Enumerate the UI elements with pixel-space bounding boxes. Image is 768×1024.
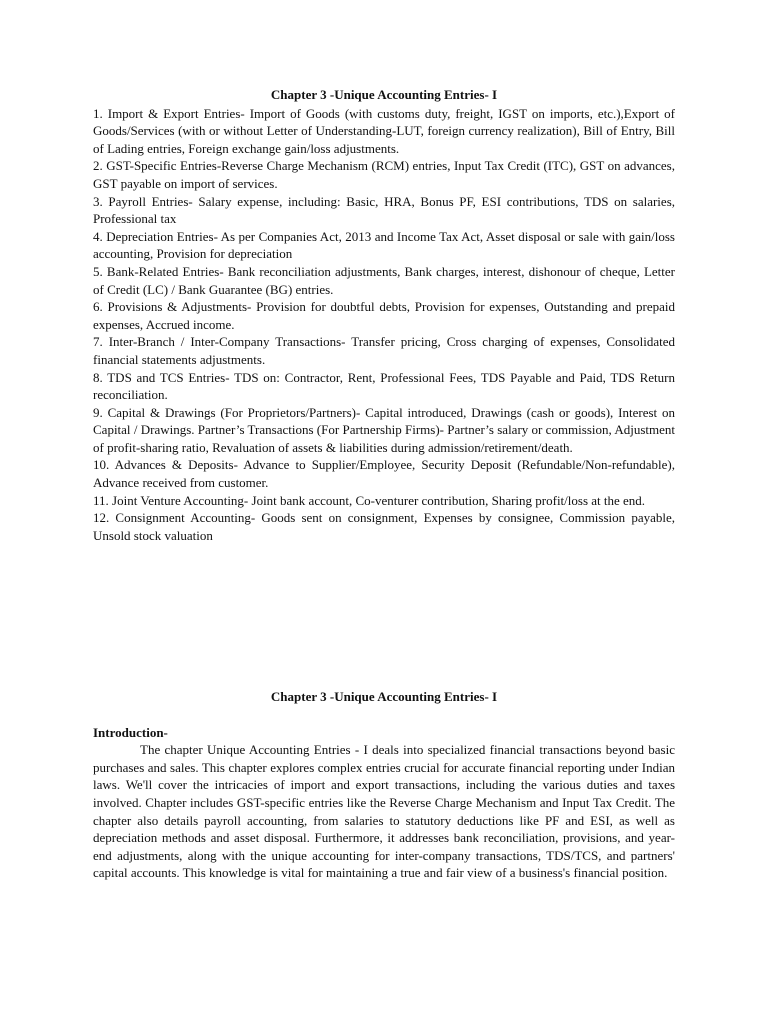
toc-item-9: 9. Capital & Drawings (For Proprietors/Partners)- Capital introduced, Drawings (cash or goods), Interest on Capital / Drawings. Partner’s Transactions (For Partnership Firms)- Partner’s salary or commission, Adjustment of profit-sharing ratio, Revaluation of assets & liabilities during admission/retirement/death. <box>93 404 675 455</box>
toc-heading: Chapter 3 -Unique Accounting Entries- I <box>270 87 498 102</box>
toc-item-12: 12. Consignment Accounting- Goods sent on consignment, Expenses by consignee, Commission payable, Unsold stock valuation <box>93 510 675 543</box>
toc-item-11: 11. Joint Venture Accounting- Joint bank account, Co-venturer contribution, Sharing profit/loss at the end. <box>93 492 646 508</box>
toc-item-7: 7. Inter-Branch / Inter-Company Transactions- Transfer pricing, Cross charging of expenses, Consolidated financial statements adjustments. <box>93 334 675 367</box>
toc-item-6: 6. Provisions & Adjustments- Provision for doubtful debts, Provision for expenses, Outstanding and prepaid expenses, Accrued income. <box>93 299 675 332</box>
toc-item-4: 4. Depreciation Entries- As per Companies Act, 2013 and Income Tax Act, Asset disposal or sale with gain/loss accounting, Provision for depreciation <box>93 228 675 262</box>
chapter-heading: Chapter 3 -Unique Accounting Entries- I <box>270 689 498 704</box>
toc-item-10: 10. Advances & Deposits- Advance to Supplier/Employee, Security Deposit (Refundable/Non-refundable), Advance received from customer. <box>93 457 675 491</box>
toc-item-8: 8. TDS and TCS Entries- TDS on: Contractor, Rent, Professional Fees, TDS Payable and Paid, TDS Return reconciliation. <box>93 369 675 403</box>
toc-item-2: 2. GST-Specific Entries-Reverse Charge Mechanism (RCM) entries, Input Tax Credit (ITC), GST on advances, GST payable on import of services. <box>93 158 675 191</box>
toc-item-1: 1. Import & Export Entries- Import of Goods (with customs duty, freight, IGST on imports, etc.),Export of Goods/Services (with or without Letter of Understanding-LUT, foreign currency realization), Bill of Entry, Bill of Lading entries, Foreign exchange gain/loss adjustments. <box>93 105 675 156</box>
toc-item-3: 3. Payroll Entries- Salary expense, including: Basic, HRA, Bonus PF, ESI contributions, TDS on salaries, Professional tax <box>93 193 675 227</box>
introduction-paragraph: The chapter Unique Accounting Entries - I deals into specialized financial transactions beyond basic purchases and sales. This chapter explores complex entries crucial for accurate financial reporting under Indian laws. We'll cover the intricacies of import and export transactions, including the various duties and taxes involved. Chapter includes GST-specific entries like the Reverse Charge Mechanism and Input Tax Credit. The chapter also details payroll accounting, from salaries to statutory deductions like PF and ESI, as well as depreciation methods and asset disposal. Furthermore, it addresses bank reconciliation, provisions, and year-end adjustments, along with the unique accounting for inter-company transactions, TDS/TCS, and partners' capital accounts. This knowledge is vital for maintaining a true and fair view of a business's financial position. <box>93 742 675 881</box>
introduction-label: Introduction- <box>93 724 168 740</box>
toc-item-5: 5. Bank-Related Entries- Bank reconciliation adjustments, Bank charges, interest, dishonour of cheque, Letter of Credit (LC) / Bank Guarantee (BG) entries. <box>93 263 675 297</box>
toc-section <box>93 86 675 544</box>
chapter-section <box>93 688 675 882</box>
